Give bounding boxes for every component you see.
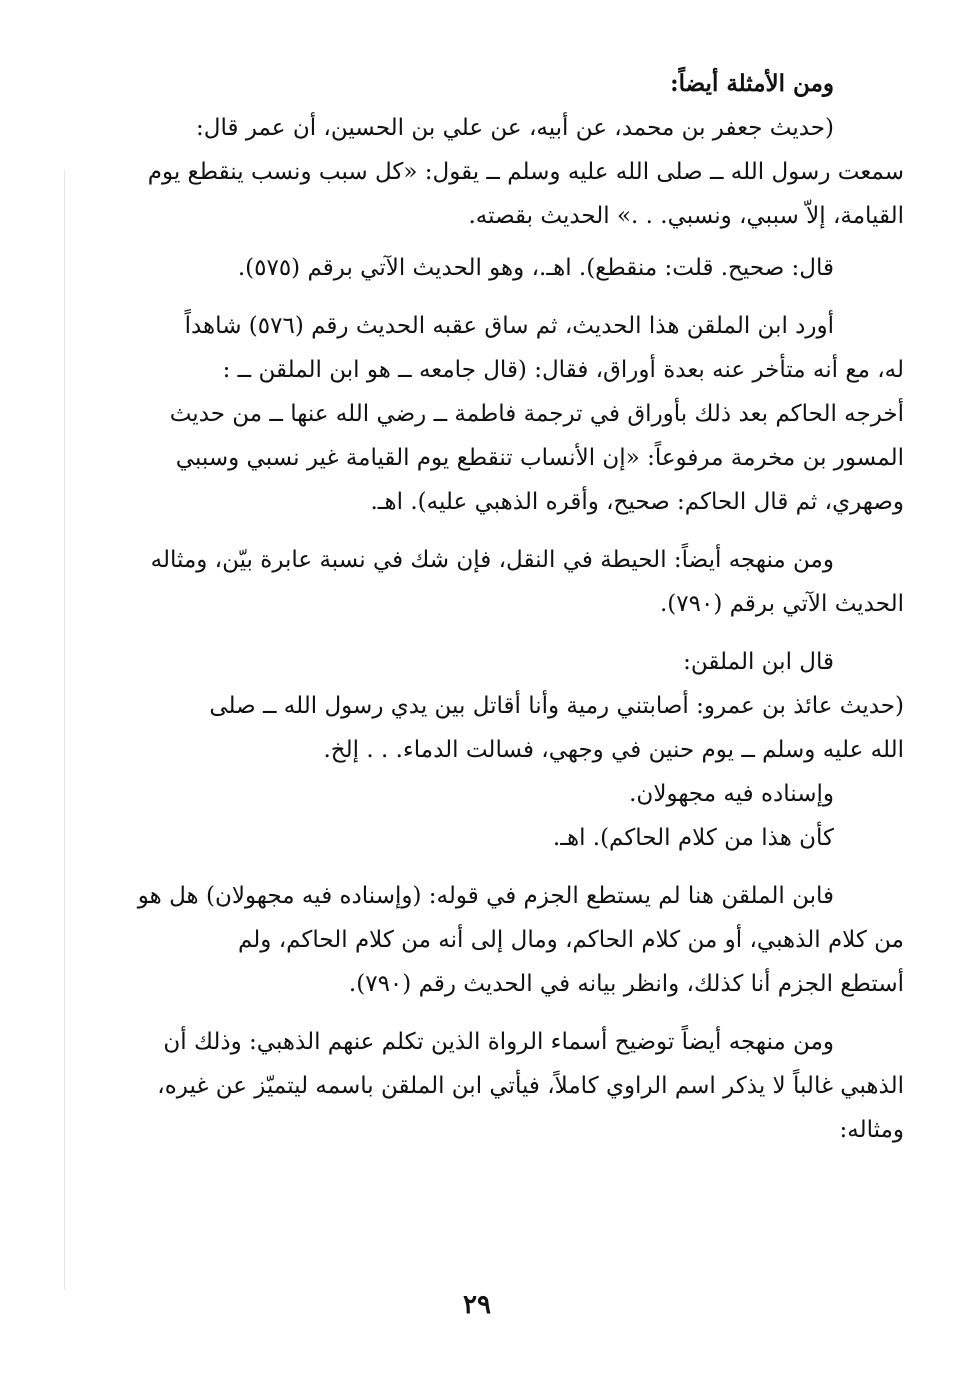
text-line: أورد ابن الملقن هذا الحديث، ثم ساق عقبه الحديث رقم (٥٧٦) شاهداً	[184, 313, 834, 339]
text-line: ومثاله:	[839, 1117, 904, 1143]
paragraph-kalam-hakim	[104, 816, 904, 860]
text-line: قال ابن الملقن:	[683, 649, 834, 675]
section-heading: ومن الأمثلة أيضاً:	[670, 70, 834, 97]
page-number: ٢٩	[463, 1290, 491, 1320]
text-line: الله عليه وسلم ــ يوم حنين في وجهي، فسالت الدماء. . . إلخ.	[323, 737, 904, 763]
text-line: أستطع الجزم أنا كذلك، وانظر بيانه في الحديث رقم (٧٩٠).	[348, 971, 904, 997]
text-line: القيامة، إلاّ سببي، ونسبي. . .» الحديث بقصته.	[468, 203, 904, 229]
text-line: كأن هذا من كلام الحاكم). اهـ.	[552, 825, 834, 851]
text-line: سمعت رسول الله ــ صلى الله عليه وسلم ــ يقول: «كل سبب ونسب ينقطع يوم	[147, 159, 904, 185]
text-line: له، مع أنه متأخر عنه بعدة أوراق، فقال: (قال جامعه ــ هو ابن الملقن ــ :	[222, 357, 904, 383]
paragraph-caution-method	[104, 538, 904, 626]
text-line: ومن منهجه أيضاً توضيح أسماء الرواة الذين تكلم عنهم الذهبي: وذلك أن	[163, 1029, 834, 1055]
paragraph-qala-ibn-mulaqqin	[104, 640, 904, 684]
text-line: وإسناده فيه مجهولان.	[629, 781, 834, 807]
text-line: ومن منهجه أيضاً: الحيطة في النقل، فإن شك في نسبة عابرة بيّن، ومثاله	[150, 547, 834, 573]
paragraph-hadith-jafar	[104, 106, 904, 238]
text-line: (حديث عائذ بن عمرو: أصابتني رمية وأنا أقاتل بين يدي رسول الله ــ صلى	[209, 693, 904, 719]
text-line: فابن الملقن هنا لم يستطع الجزم في قوله: (وإسناده فيه مجهولان) هل هو	[137, 883, 834, 909]
paragraph-isnad-majhul	[104, 772, 904, 816]
text-line: الحديث الآتي برقم (٧٩٠).	[659, 591, 904, 617]
text-line: الذهبي غالباً لا يذكر اسم الراوي كاملاً، فيأتي ابن الملقن باسمه ليتميّز عن غيره،	[157, 1073, 904, 1099]
scan-edge-line	[64, 170, 65, 1290]
page-body	[104, 62, 904, 1152]
text-line: قال: صحيح. قلت: منقطع). اهـ.، وهو الحديث الآتي برقم (٥٧٥).	[237, 255, 834, 281]
text-line: وصهري، ثم قال الحاكم: صحيح، وأقره الذهبي عليه). اهـ.	[370, 489, 904, 515]
paragraph-ibn-mulaqqin-shahid	[104, 304, 904, 524]
text-line: أخرجه الحاكم بعد ذلك بأوراق في ترجمة فاطمة ــ رضي الله عنها ــ من حديث	[169, 401, 904, 427]
paragraph-sahih-note	[104, 246, 904, 290]
text-line: (حديث جعفر بن محمد، عن أبيه، عن علي بن الحسين، أن عمر قال:	[196, 115, 834, 141]
text-line: المسور بن مخرمة مرفوعاً: «إن الأنساب تنقطع يوم القيامة غير نسبي وسببي	[175, 445, 904, 471]
paragraph-jazm-discussion	[104, 874, 904, 1006]
paragraph-hadith-aidh	[104, 684, 904, 772]
text-line: من كلام الذهبي، أو من كلام الحاكم، ومال إلى أنه من كلام الحاكم، ولم	[237, 927, 904, 953]
paragraph-narrator-names	[104, 1020, 904, 1152]
